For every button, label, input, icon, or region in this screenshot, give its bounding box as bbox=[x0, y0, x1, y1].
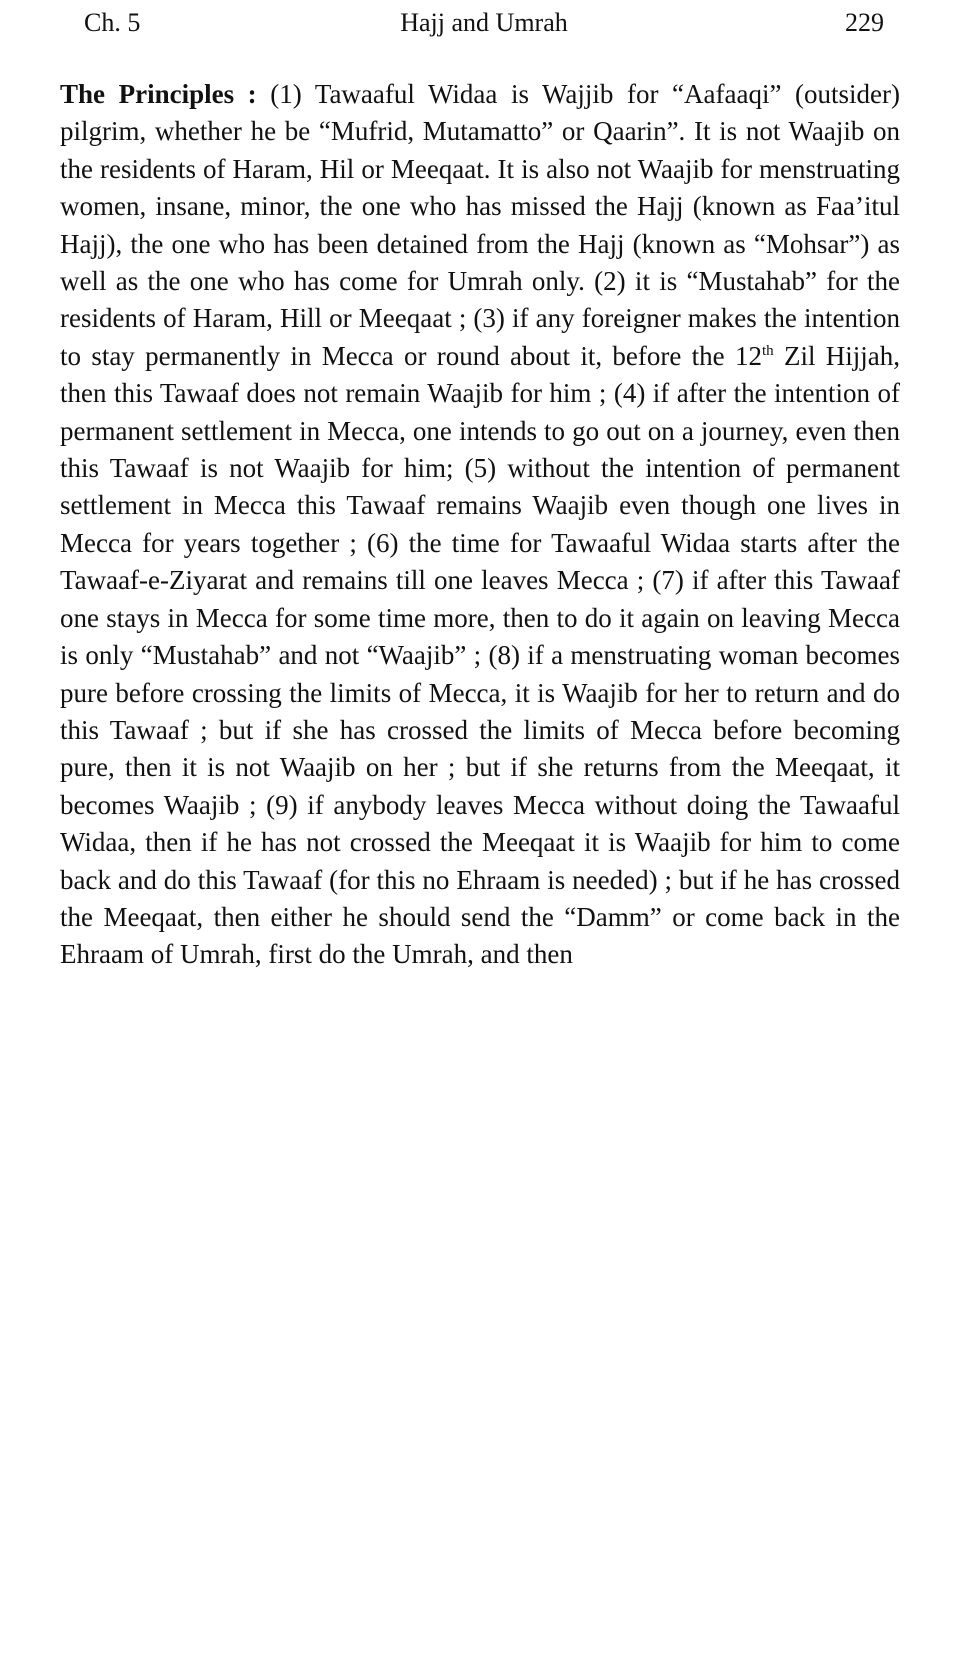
body-paragraph bbox=[60, 76, 900, 974]
chapter-label: Ch. 5 bbox=[84, 8, 141, 37]
page-number: 229 bbox=[845, 8, 884, 37]
paragraph-text-part2: Zil Hijjah, then this Tawaaf does not remain Waajib for him ; (4) if after the intention of permanent settlement in Mecca, one intends to go out on a journey, even then this Tawaaf is not Waajib for him; (5) without the intention of permanent settlement in Mecca this Tawaaf remains Waajib even though one lives in Mecca for years together ; (6) the time for Tawaaful Widaa starts after the Tawaaf-e-Ziyarat and remains till one leaves Mecca ; (7) if after this Tawaaf one stays in Mecca for some time more, then to do it again on leaving Mecca is only “Mustahab” and not “Waajib” ; (8) if a menstruating woman becomes pure before crossing the limits of Mecca, it is Waajib for her to return and do this Tawaaf ; but if she has crossed the limits of Mecca before becoming pure, then it is not Waajib on her ; but if she returns from the Meeqaat, it becomes Waajib ; (9) if anybody leaves Mecca without doing the Tawaaful Widaa, then if he has not crossed the Meeqaat it is Waajib for him to come back and do this Tawaaf (for this no Ehraam is needed) ; but if he has crossed the Meeqaat, then either he should send the “Damm” or come back in the Ehraam of Umrah, first do the Umrah, and then bbox=[60, 340, 900, 970]
ordinal-suffix: th bbox=[761, 342, 774, 359]
principles-heading: The Principles : bbox=[60, 79, 257, 109]
paragraph-text-part1: (1) Tawaaful Widaa is Wajjib for “Aafaaqi” (outsider) pilgrim, whether he be “Mufrid, Mutamatto” or Qaarin”. It is not Waajib on the residents of Haram, Hil or Meeqaat. It is also not Waajib for menstruating women, insane, minor, the one who has missed the Hajj (known as Faa’itul Hajj), the one who has been detained from the Hajj (known as “Mohsar”) as well as the one who has come for Umrah only. (2) it is “Mustahab” for the residents of Haram, Hill or Meeqaat ; (3) if any foreigner makes the intention to stay permanently in Mecca or round about it, before the 12 bbox=[60, 79, 900, 371]
book-title: Hajj and Umrah bbox=[400, 8, 568, 37]
running-header bbox=[84, 6, 884, 40]
